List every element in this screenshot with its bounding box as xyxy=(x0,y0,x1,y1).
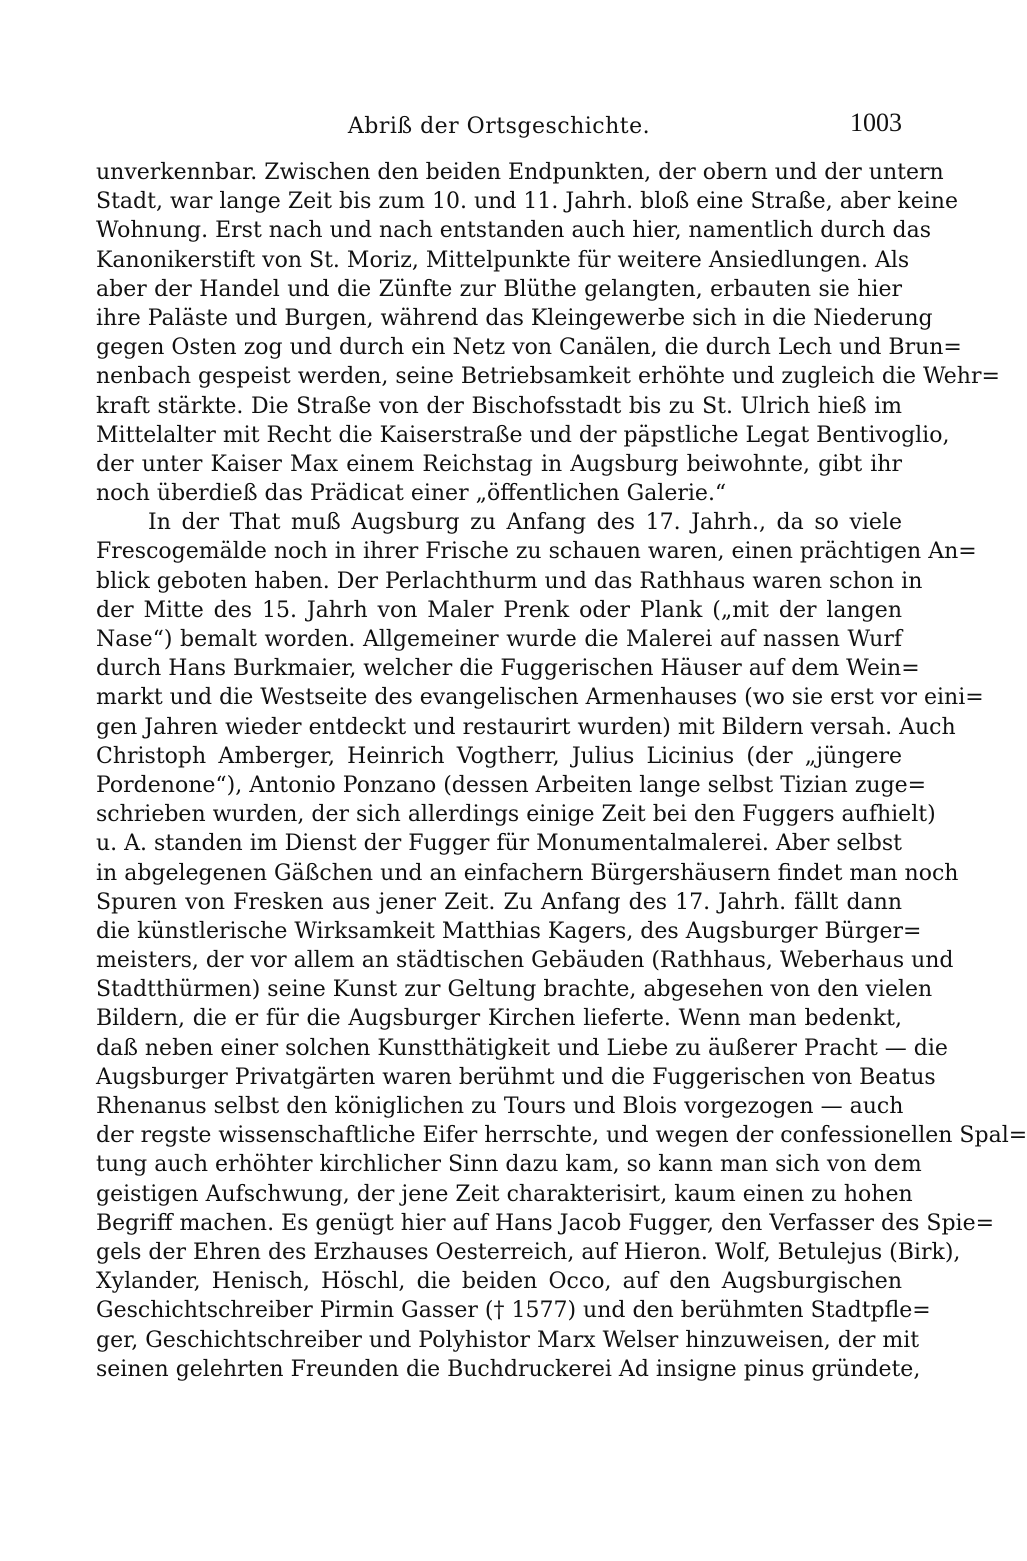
body-text xyxy=(96,158,1027,1384)
text-line: meisters, der vor allem an städtischen Gebäuden (Rathhaus, Weberhaus und xyxy=(96,948,954,974)
text-line: Augsburger Privatgärten waren berühmt und die Fuggerischen von Beatus xyxy=(96,1064,936,1090)
text-line: Kanonikerstift von St. Moriz, Mittelpunkte für weitere Ansiedlungen. Als xyxy=(96,247,910,273)
text-line: der regste wissenschaftliche Eifer herrschte, und wegen der confessionellen Spal= xyxy=(96,1123,1027,1149)
text-line: aber der Handel und die Zünfte zur Blüthe gelangten, erbauten sie hier xyxy=(96,276,902,302)
text-line: Stadt, war lange Zeit bis zum 10. und 11. Jahrh. bloß eine Straße, aber keine xyxy=(96,189,958,215)
text-line: u. A. standen im Dienst der Fugger für Monumentalmalerei. Aber selbst xyxy=(96,831,902,857)
text-line: nenbach gespeist werden, seine Betriebsamkeit erhöhte und zugleich die Wehr= xyxy=(96,364,1000,390)
text-line: Christoph Amberger, Heinrich Vogtherr, Julius Licinius (der „jüngere xyxy=(96,743,902,769)
text-line: Frescogemälde noch in ihrer Frische zu schauen waren, einen prächtigen An= xyxy=(96,539,977,565)
text-line: seinen gelehrten Freunden die Buchdruckerei Ad insigne pinus gründete, xyxy=(96,1356,921,1382)
text-line: durch Hans Burkmaier, welcher die Fuggerischen Häuser auf dem Wein= xyxy=(96,656,920,682)
text-line: Nase“) bemalt worden. Allgemeiner wurde die Malerei auf nassen Wurf xyxy=(96,627,902,652)
text-line: Pordenone“), Antonio Ponzano (dessen Arbeiten lange selbst Tizian zuge= xyxy=(96,772,927,798)
text-line: blick geboten haben. Der Perlachthurm und das Rathhaus waren schon in xyxy=(96,568,923,594)
text-line: ihre Paläste und Burgen, während das Kleingewerbe sich in die Niederung xyxy=(96,305,933,331)
text-line: unverkennbar. Zwischen den beiden Endpunkten, der obern und der untern xyxy=(96,160,944,185)
running-title: Abriß der Ortsgeschichte. xyxy=(347,114,651,139)
text-line: Wohnung. Erst nach und nach entstanden auch hier, namentlich durch das xyxy=(96,218,932,244)
text-line: der unter Kaiser Max einem Reichstag in Augsburg beiwohnte, gibt ihr xyxy=(96,451,902,477)
paragraph-end-line: noch überdieß das Prädicat einer „öffentlichen Galerie.“ xyxy=(96,481,727,507)
text-line: Begriff machen. Es genügt hier auf Hans Jacob Fugger, den Verfasser des Spie= xyxy=(96,1210,995,1236)
text-line: Bildern, die er für die Augsburger Kirchen lieferte. Wenn man bedenkt, xyxy=(96,1006,902,1032)
text-line: gegen Osten zog und durch ein Netz von Canälen, die durch Lech und Brun= xyxy=(96,335,962,361)
page-number: 1003 xyxy=(850,108,902,137)
text-line: geistigen Aufschwung, der jene Zeit charakterisirt, kaum einen zu hohen xyxy=(96,1181,913,1207)
text-line: schrieben wurden, der sich allerdings einige Zeit bei den Fuggers aufhielt) xyxy=(96,802,936,828)
paragraph-start-line: In der That muß Augsburg zu Anfang des 17. Jahrh., da so viele xyxy=(148,510,902,536)
text-line: Spuren von Fresken aus jener Zeit. Zu Anfang des 17. Jahrh. fällt dann xyxy=(96,889,902,915)
text-line: die künstlerische Wirksamkeit Matthias Kagers, des Augsburger Bürger= xyxy=(96,918,922,944)
text-line: Rhenanus selbst den königlichen zu Tours und Blois vorgezogen — auch xyxy=(96,1094,904,1119)
text-line: in abgelegenen Gäßchen und an einfachern Bürgershäusern findet man noch xyxy=(96,860,959,886)
text-line: gels der Ehren des Erzhauses Oesterreich, auf Hieron. Wolf, Betulejus (Birk), xyxy=(96,1239,961,1265)
text-line: daß neben einer solchen Kunstthätigkeit und Liebe zu äußerer Pracht — die xyxy=(96,1035,948,1061)
text-line: Stadtthürmen) seine Kunst zur Geltung brachte, abgesehen von den vielen xyxy=(96,977,933,1003)
text-line: Geschichtschreiber Pirmin Gasser († 1577) und den berühmten Stadtpfle= xyxy=(96,1298,931,1324)
running-header xyxy=(96,108,902,142)
text-line: Xylander, Henisch, Höschl, die beiden Occo, auf den Augsburgischen xyxy=(96,1269,902,1295)
text-line: kraft stärkte. Die Straße von der Bischofsstadt bis zu St. Ulrich hieß im xyxy=(96,393,902,419)
text-line: der Mitte des 15. Jahrh von Maler Prenk oder Plank („mit der langen xyxy=(96,597,902,623)
text-line: gen Jahren wieder entdeckt und restaurirt wurden) mit Bildern versah. Auch xyxy=(96,714,956,740)
text-line: tung auch erhöhter kirchlicher Sinn dazu kam, so kann man sich von dem xyxy=(96,1152,922,1178)
text-line: markt und die Westseite des evangelischen Armenhauses (wo sie erst vor eini= xyxy=(96,685,984,711)
text-line: ger, Geschichtschreiber und Polyhistor Marx Welser hinzuweisen, der mit xyxy=(96,1327,920,1353)
text-line: Mittelalter mit Recht die Kaiserstraße und der päpstliche Legat Bentivoglio, xyxy=(96,422,950,448)
